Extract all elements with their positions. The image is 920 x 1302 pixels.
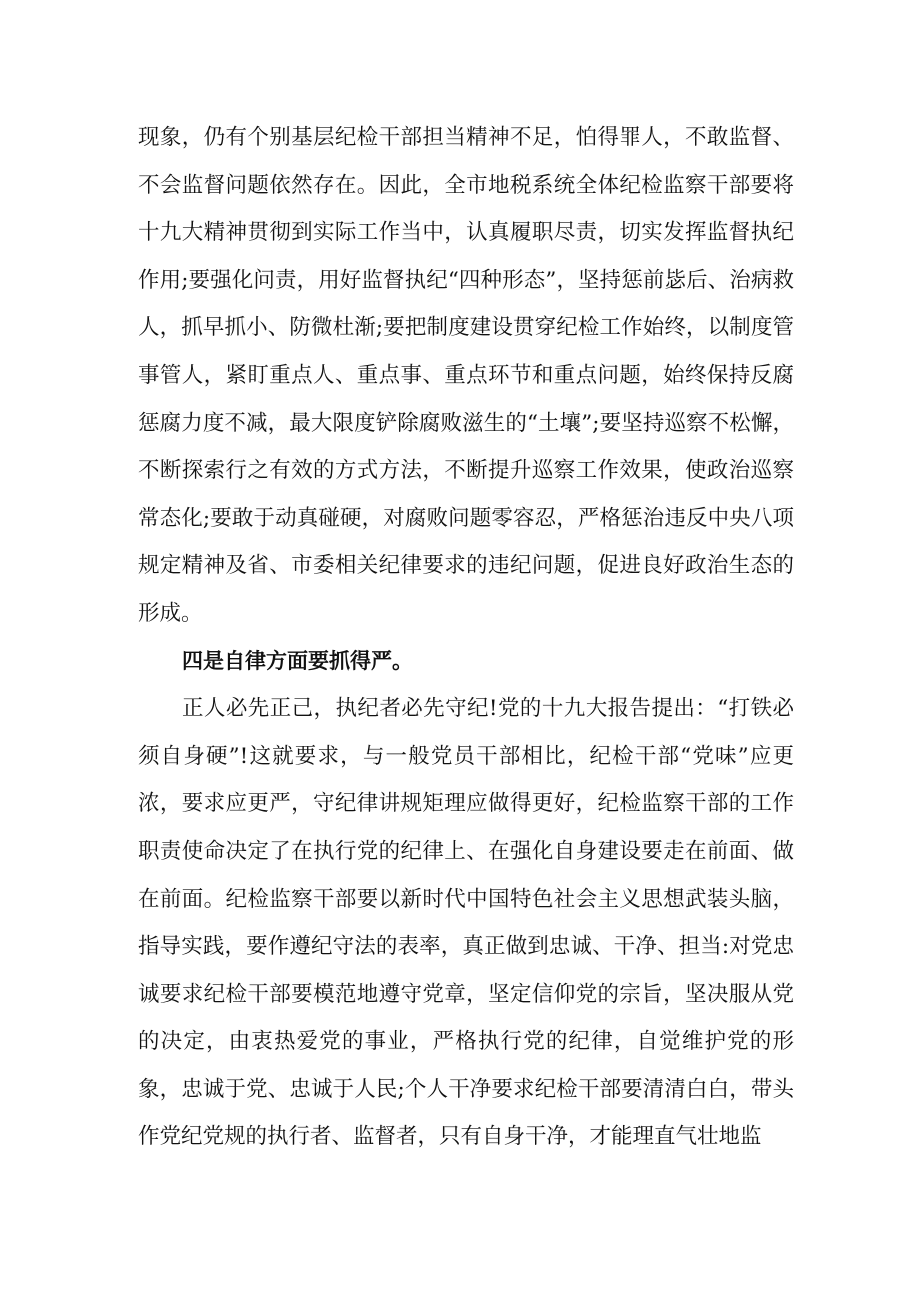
document-page (138, 114, 794, 1161)
body-paragraph-continued: 现象，仍有个别基层纪检干部担当精神不足，怕得罪人，不敢监督、不会监督问题依然存在。因此，全市地税系统全体纪检监察干部要将十九大精神贯彻到实际工作当中，认真履职尽责，切实发挥监督执纪作用;要强化问责，用好监督执纪“四种形态”，坚持惩前毖后、治病救人，抓早抓小、防微杜渐;要把制度建设贯穿纪检工作始终，以制度管事管人，紧盯重点人、重点事、重点环节和重点问题，始终保持反腐惩腐力度不减，最大限度铲除腐败滋生的“土壤”;要坚持巡察不松懈，不断探索行之有效的方式方法，不断提升巡察工作效果，使政治巡察常态化;要敢于动真碰硬，对腐败问题零容忍，严格惩治违反中央八项规定精神及省、市委相关纪律要求的违纪问题，促进良好政治生态的形成。 (138, 125, 794, 626)
section-heading: 四是自律方面要抓得严。 (182, 648, 413, 673)
body-paragraph: 正人必先正己，执纪者必先守纪!党的十九大报告提出：“打铁必须自身硬”!这就要求，与一般党员干部相比，纪检干部“党味”应更浓，要求应更严，守纪律讲规矩理应做得更好，纪检监察干部的工作职责使命决定了在执行党的纪律上、在强化自身建设要走在前面、做在前面。纪检监察干部要以新时代中国特色社会主义思想武装头脑，指导实践，要作遵纪守法的表率，真正做到忠诚、干净、担当:对党忠诚要求纪检干部要模范地遵守党章，坚定信仰党的宗旨，坚决服从党的决定，由衷热爱党的事业，严格执行党的纪律，自觉维护党的形象，忠诚于党、忠诚于人民;个人干净要求纪检干部要清清白白，带头作党纪党规的执行者、监督者，只有自身干净，才能理直气壮地监 (138, 696, 794, 1150)
